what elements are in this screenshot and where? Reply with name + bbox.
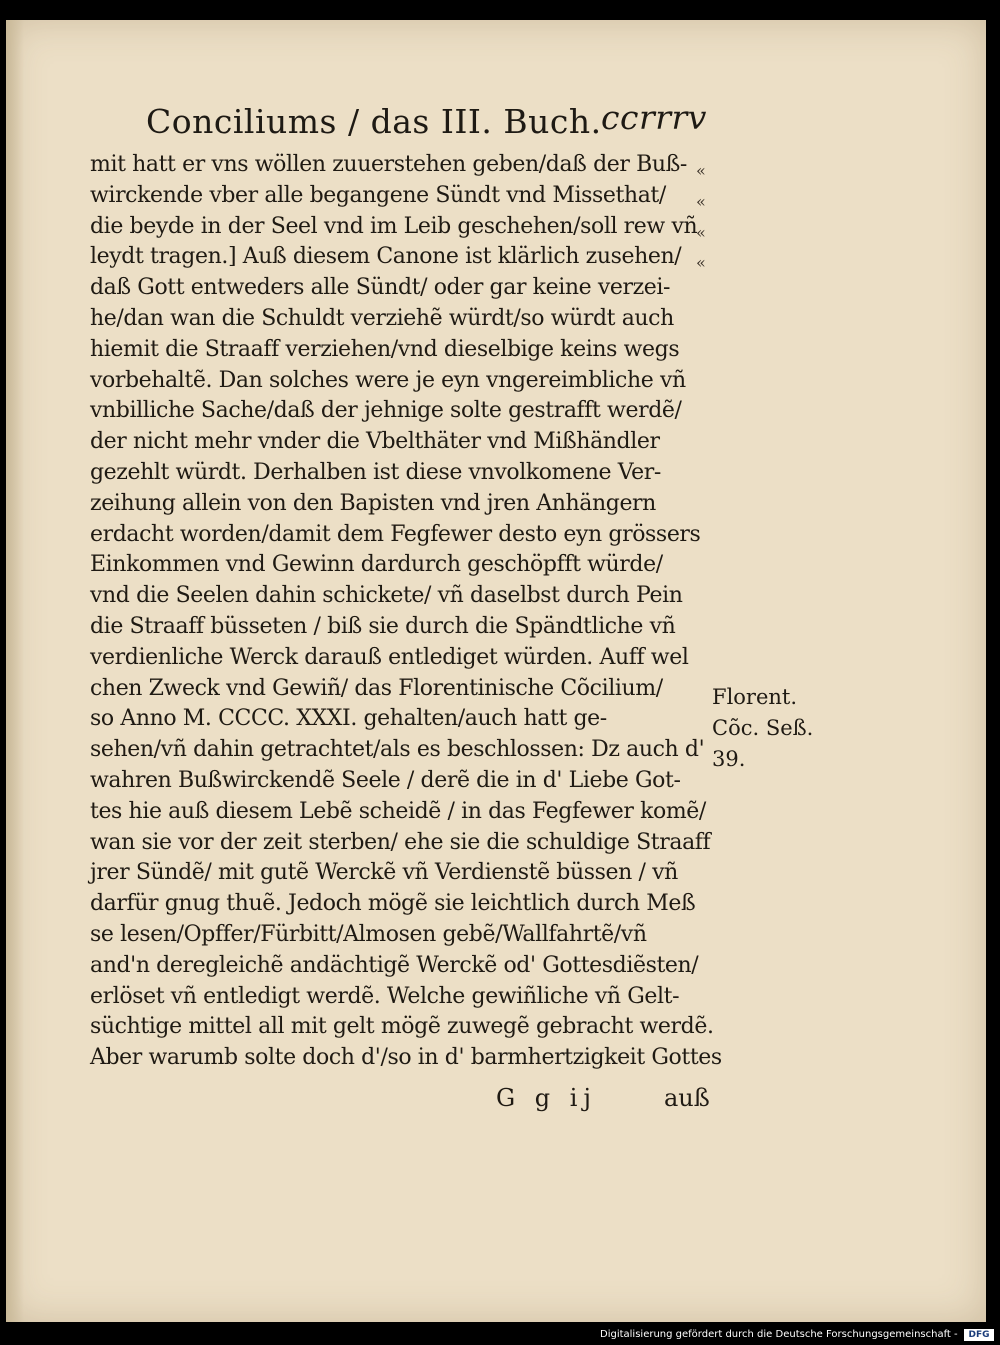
text-line: zeihung allein von den Bapisten vnd jren Anhängern [90,490,656,516]
text-line: der nicht mehr vnder die Vbelthäter vnd Mißhändler [90,429,660,455]
text-line: mit hatt er vns wöllen zuuerstehen geben/daß der Buß- [90,152,687,177]
book-page [6,20,986,1322]
page-binding-shadow [6,20,24,1322]
text-line: Aber warumb solte doch d'/so in d' barmhertzigkeit Gottes [90,1045,722,1071]
dfg-logo: DFG [964,1329,994,1341]
text-line: and'n deregleichẽ andächtigẽ Werckẽ od' Gottesdiẽsten/ [90,952,699,978]
folio-number: ccrrrv [601,98,707,137]
gutter-quote-mark: « [696,161,706,180]
text-line: vnbilliche Sache/daß der jehnige solte gestrafft werdẽ/ [90,398,682,424]
text-line: vorbehaltẽ. Dan solches were je eyn vngereimbliche vñ [90,367,686,393]
text-line: wirckende vber alle begangene Sündt vnd Missethat/ [90,182,666,208]
gutter-quote-mark: « [696,191,706,211]
text-line: hiemit die Straaff verziehen/vnd dieselbige keins wegs [90,336,680,362]
text-line: chen Zweck vnd Gewiñ/ das Florentinische Cõcilium/ [90,675,663,701]
text-line: wahren Bußwirckendẽ Seele / derẽ die in d' Liebe Got- [90,767,681,793]
text-line: die beyde in der Seel vnd im Leib geschehen/soll rew vñ [90,213,698,239]
text-line: erlöset vñ entledigt werdẽ. Welche gewiñliche vñ Gelt- [90,983,680,1009]
text-line: se lesen/Opffer/Fürbitt/Almosen gebẽ/Wallfahrtẽ/vñ [90,921,647,947]
text-line: daß Gott entweders alle Sündt/ oder gar keine verzei- [90,275,671,301]
gutter-quote-mark: « [696,222,706,242]
text-line: so Anno M. CCCC. XXXI. gehalten/auch hatt ge- [90,706,607,732]
text-line: wan sie vor der zeit sterben/ ehe sie die schuldige Straaff [90,829,711,855]
text-line: he/dan wan die Schuldt verziehẽ würdt/so würdt auch [90,305,674,331]
text-line: jrer Sündẽ/ mit gutẽ Werckẽ vñ Verdienstẽ büssen / vñ [90,860,678,886]
running-head-title: Conciliums / das III. Buch. [146,102,602,141]
text-line: erdacht worden/damit dem Fegfewer desto eyn grössers [90,521,701,547]
body-text [90,150,722,1074]
text-line: sehen/vñ dahin getrachtet/als es beschlossen: Dz auch d' [90,737,705,763]
text-line: vnd die Seelen dahin schickete/ vñ daselbst durch Pein [90,583,683,609]
catchword: auß [664,1084,710,1112]
text-line: darfür gnug thuẽ. Jedoch mögẽ sie leichtlich durch Meß [90,891,696,917]
text-line: Einkommen vnd Gewinn dardurch geschöpfft würde/ [90,552,663,578]
text-line: süchtige mittel all mit gelt mögẽ zuwegẽ gebracht werdẽ. [90,1014,714,1040]
funding-credit: Digitalisierung gefördert durch die Deutsche Forschungsgemeinschaft - [600,1329,958,1340]
marginal-note-line: 39. [712,747,746,771]
digitization-credit-bar [600,1326,1000,1345]
text-line: tes hie auß diesem Lebẽ scheidẽ / in das Fegfewer komẽ/ [90,798,706,824]
quotation-gutter-marks [696,156,736,279]
gutter-quote-mark: « [696,253,706,273]
signature-mark: G g ij [496,1084,597,1112]
text-line: verdienliche Werck darauß entlediget würden. Auff wel [90,644,689,670]
marginal-note-line: Florent. [712,685,798,709]
marginal-note-line: Cõc. Seß. [712,716,814,740]
running-head [146,98,746,150]
text-line: leydt tragen.] Auß diesem Canone ist klärlich zusehen/ [90,244,682,270]
text-line: die Straaff büsseten / biß sie durch die Spändtliche vñ [90,613,676,639]
signature-line [496,1084,726,1118]
marginal-note [712,682,842,775]
text-line: gezehlt würdt. Derhalben ist diese vnvolkomene Ver- [90,459,661,485]
